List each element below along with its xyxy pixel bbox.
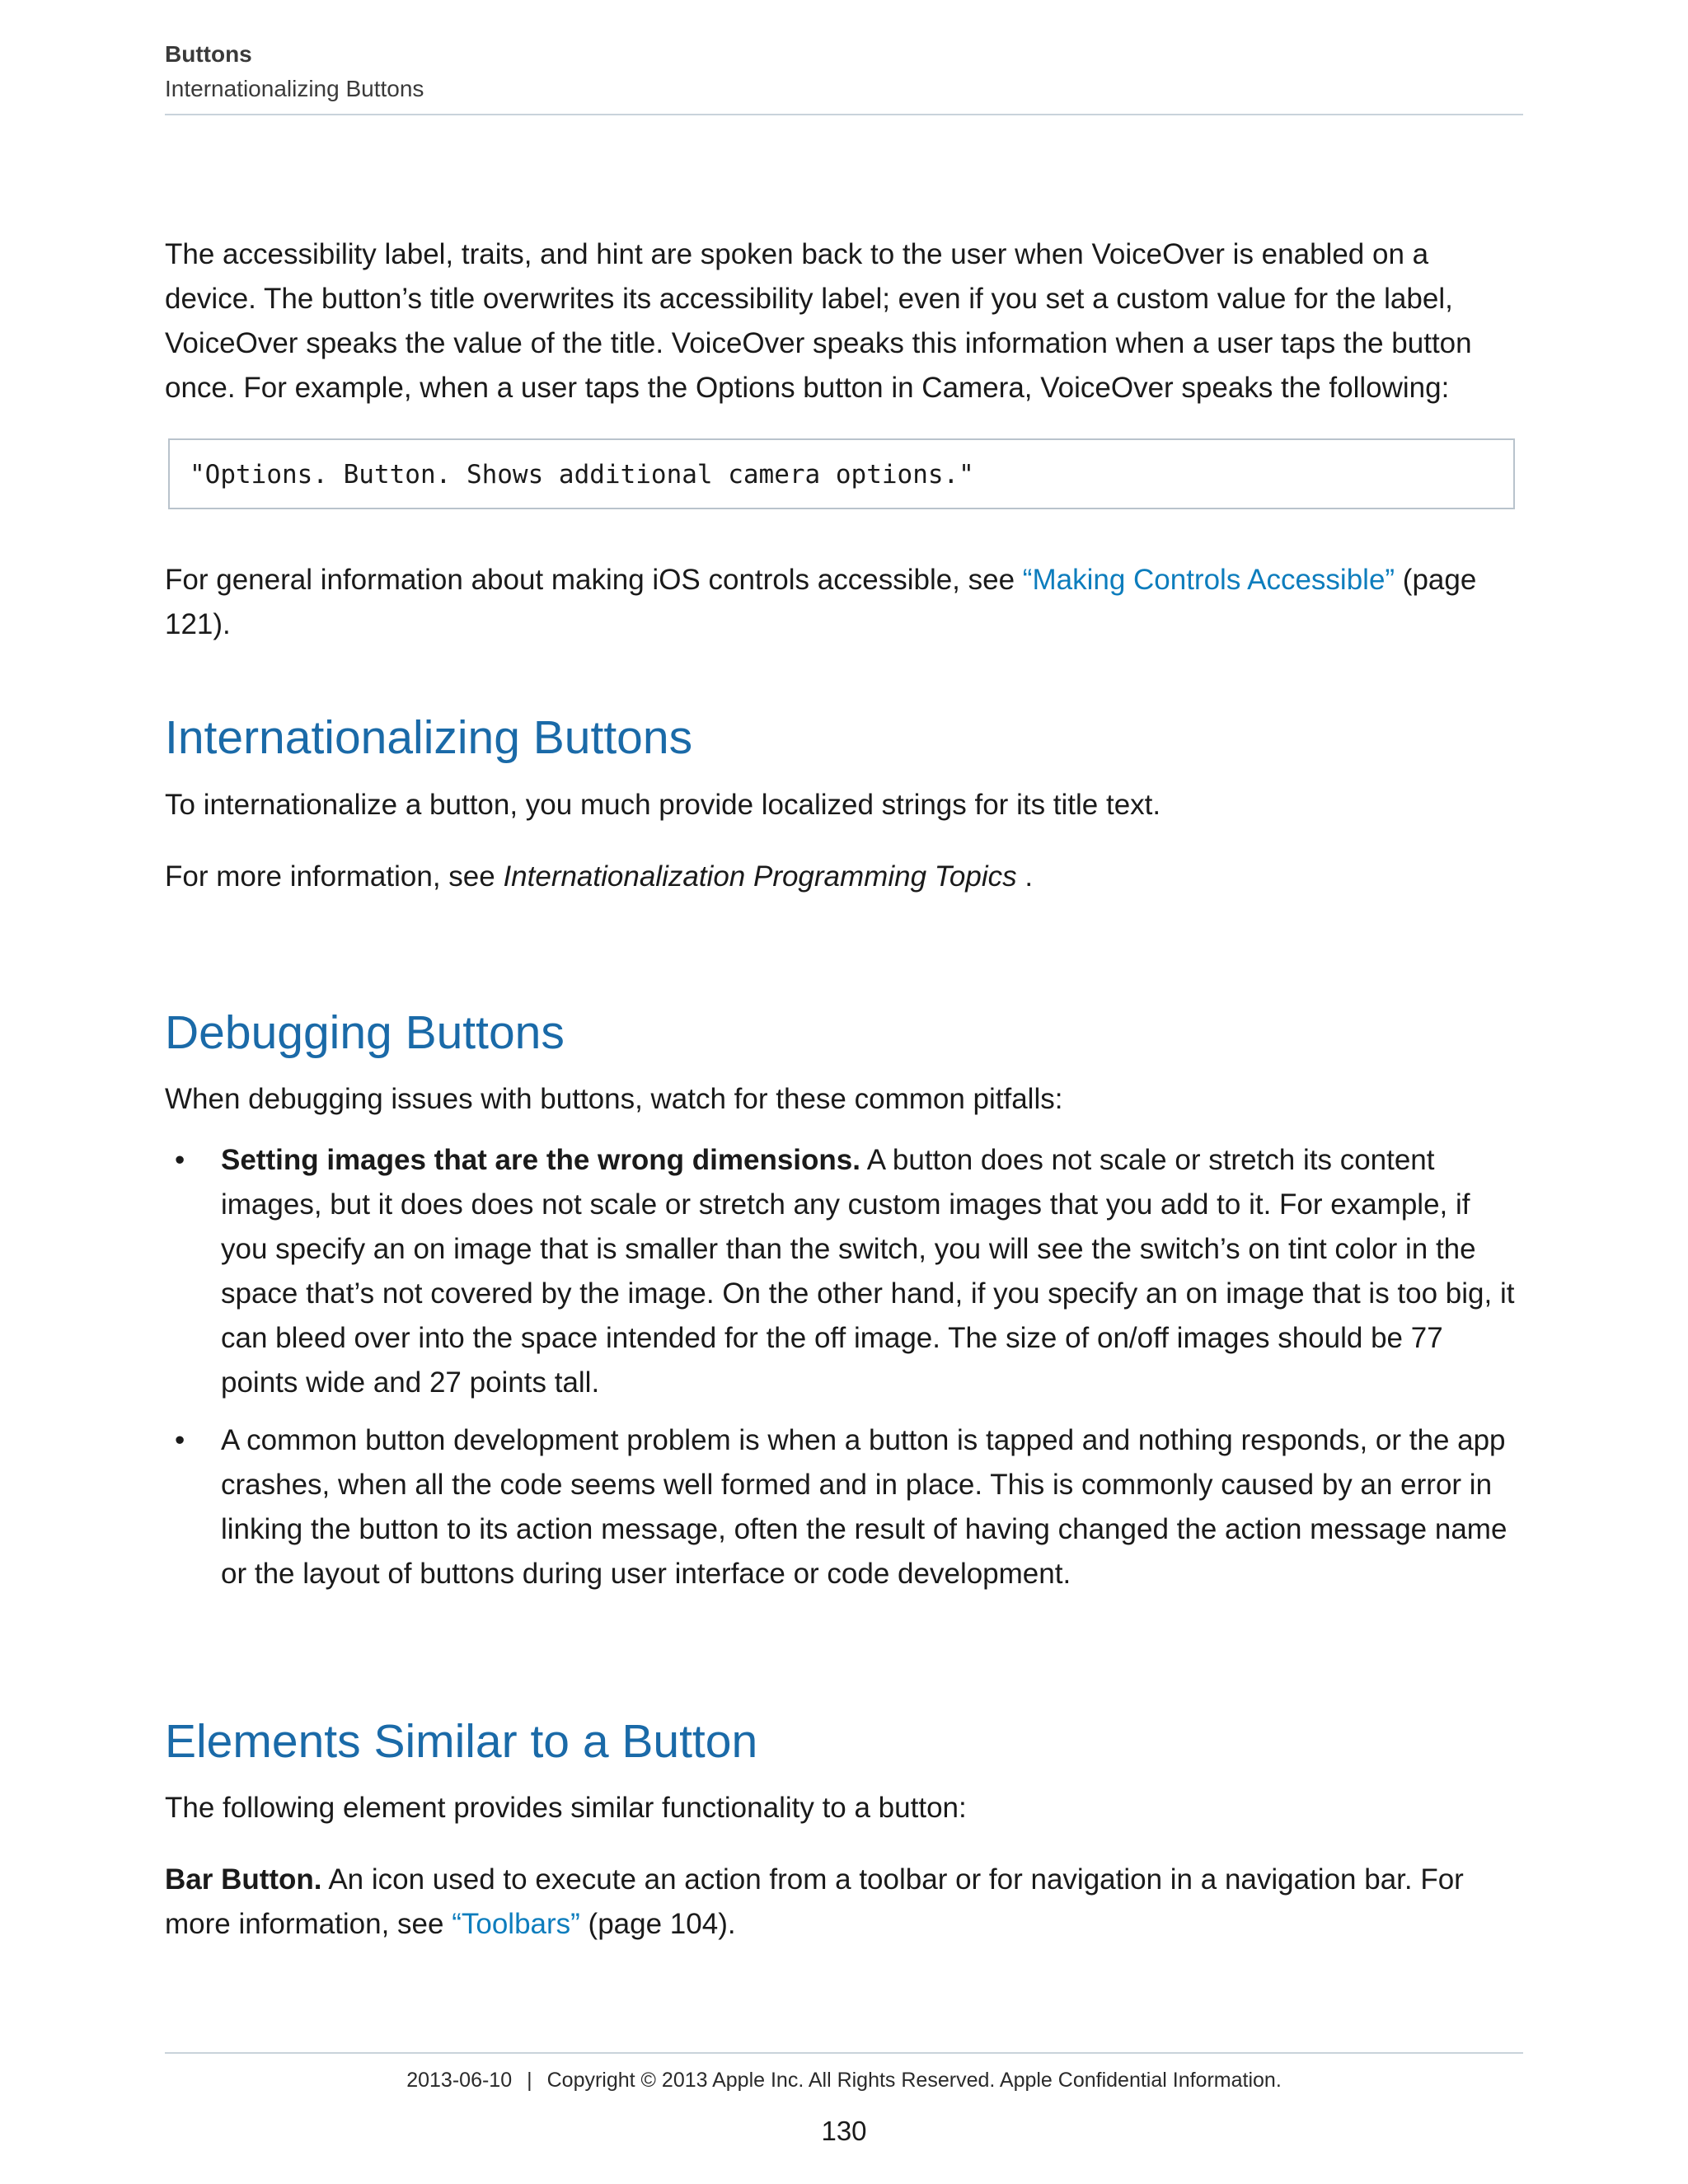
code-example-text: "Options. Button. Shows additional camera options." <box>190 460 974 490</box>
pitfalls-list <box>165 1138 1523 1610</box>
bullet-icon: • <box>175 1424 185 1456</box>
document-page <box>165 0 1523 2184</box>
pitfall-description: A common button development problem is when a button is tapped and nothing responds, or the app crashes, when all the code seems well formed and in place. This is commonly caused by an error in linking the button to its action message, often the result of having changed the action message name or the layout of buttons during user interface or code development. <box>221 1424 1507 1590</box>
debugging-intro: When debugging issues with buttons, watch for these common pitfalls: <box>165 1083 1063 1115</box>
general-info-suffix: (page 121). <box>165 564 1477 640</box>
general-info-prefix: For general information about making iOS controls accessible, see <box>165 564 1023 596</box>
internationalizing-heading: Internationalizing Buttons <box>165 711 693 764</box>
pitfall-description: A button does not scale or stretch its content images, but it does does not scale or stretch any custom images that you add to it. For example, if you specify an on image that is smaller than the switch, you will see the switch’s on tint color in the space that’s not covered by the image. On the other hand, if you specify an on image that is too big, it can bleed over into the space intended for the off image. The size of on/off images should be 77 points wide and 27 points tall. <box>221 1144 1515 1399</box>
more-info-suffix: . <box>1016 860 1034 893</box>
pitfall-title: Setting images that are the wrong dimensions. <box>221 1144 860 1176</box>
general-info-paragraph <box>165 558 1525 647</box>
footer-copyright-line <box>165 2065 1523 2095</box>
footer-copyright: Copyright © 2013 Apple Inc. All Rights Reserved. Apple Confidential Information. <box>546 2069 1282 2092</box>
list-item <box>165 1418 1523 1596</box>
more-information-paragraph <box>165 855 1525 899</box>
bar-button-suffix: (page 104). <box>579 1908 736 1940</box>
toolbars-link[interactable]: “Toolbars” <box>452 1908 580 1940</box>
header-divider <box>165 114 1523 115</box>
making-controls-accessible-link[interactable]: “Making Controls Accessible” <box>1022 564 1395 596</box>
internationalization-topics-title: Internationalization Programming Topics <box>503 860 1017 893</box>
footer-divider <box>165 2052 1523 2054</box>
bullet-icon: • <box>175 1144 185 1176</box>
bar-button-description: An icon used to execute an action from a toolbar or for navigation in a navigation bar. For more information, see <box>165 1863 1464 1940</box>
list-item <box>165 1138 1523 1405</box>
similar-elements-intro: The following element provides similar functionality to a button: <box>165 1792 967 1824</box>
more-info-prefix: For more information, see <box>165 860 504 893</box>
code-example-box <box>168 438 1515 509</box>
footer-separator: | <box>527 2069 532 2092</box>
debugging-heading: Debugging Buttons <box>165 1006 565 1059</box>
running-header <box>165 38 1523 105</box>
internationalizing-paragraph: To internationalize a button, you much provide localized strings for its title text. <box>165 789 1161 821</box>
footer-date: 2013-06-10 <box>406 2069 513 2092</box>
bar-button-term: Bar Button. <box>165 1863 322 1896</box>
bar-button-paragraph <box>165 1858 1525 1947</box>
page-number: 130 <box>821 2116 867 2146</box>
header-section-title: Internationalizing Buttons <box>165 76 424 101</box>
header-chapter-title: Buttons <box>165 41 252 67</box>
similar-elements-heading: Elements Similar to a Button <box>165 1715 758 1768</box>
accessibility-paragraph: The accessibility label, traits, and hint are spoken back to the user when VoiceOver is enabled on a device. The button’s title overwrites its accessibility label; even if you set a custom value for the label, VoiceOver speaks the value of the title. VoiceOver speaks this information when a user taps the button once. For example, when a user taps the Options button in Camera, VoiceOver speaks the following: <box>165 238 1472 404</box>
